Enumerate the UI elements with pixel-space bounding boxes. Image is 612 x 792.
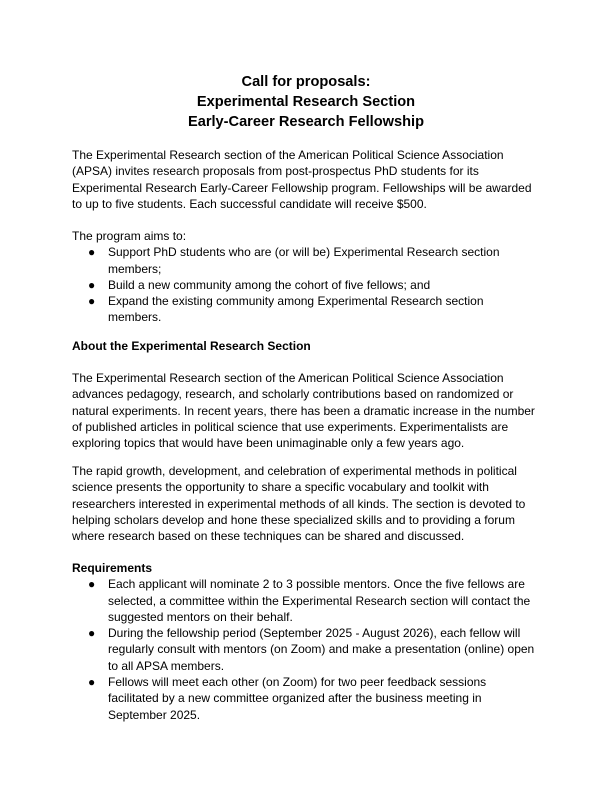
requirement-item-2: During the fellowship period (September 2025 - August 2026), each fellow will regularly consult with mentors (on Zoom) and make a presentation (online) open to all APSA members. bbox=[108, 626, 535, 673]
about-paragraph-2 bbox=[72, 463, 540, 544]
bullet-icon: ● bbox=[88, 626, 96, 641]
document-title bbox=[0, 72, 612, 132]
intro-text: The Experimental Research section of the American Political Science Association (APSA) invites research proposals from post-prospectus PhD students for its Experimental Research Early-Career Fellowship program. Fellowships will be awarded to up to five students. Each successful candidate will receive $500. bbox=[72, 148, 532, 211]
bullet-icon: ● bbox=[88, 277, 96, 292]
bullet-icon: ● bbox=[88, 675, 96, 690]
requirements-heading: Requirements bbox=[72, 561, 153, 575]
requirements-list bbox=[72, 576, 540, 723]
list-item bbox=[72, 576, 540, 625]
about-paragraph-1 bbox=[72, 370, 540, 451]
aims-list bbox=[72, 244, 540, 325]
list-item bbox=[72, 277, 540, 293]
requirements-section bbox=[72, 560, 540, 723]
aims-item-3: Expand the existing community among Experimental Research section members. bbox=[108, 294, 484, 325]
requirement-item-1: Each applicant will nominate 2 to 3 possible mentors. Once the five fellows are selected, a committee within the Experimental Research section will contact the suggested mentors on their behalf. bbox=[108, 577, 531, 624]
aims-item-1: Support PhD students who are (or will be) Experimental Research section members; bbox=[108, 245, 500, 276]
list-item bbox=[72, 674, 540, 723]
requirement-item-3: Fellows will meet each other (on Zoom) for two peer feedback sessions facilitated by a new committee organized after the business meeting in September 2025. bbox=[108, 675, 487, 722]
bullet-icon: ● bbox=[88, 245, 96, 260]
about-text-2: The rapid growth, development, and celebration of experimental methods in political science presents the opportunity to share a specific vocabulary and toolkit with researchers interested in experimental methods of all kinds. The section is devoted to helping scholars develop and hone these specialized skills and to providing a forum where research based on these techniques can be shared and discussed. bbox=[72, 464, 526, 544]
about-heading-block bbox=[72, 338, 540, 354]
title-line-2: Experimental Research Section bbox=[196, 94, 416, 110]
list-item bbox=[72, 244, 540, 277]
list-item bbox=[72, 625, 540, 674]
intro-paragraph bbox=[72, 147, 540, 212]
aims-lead: The program aims to: bbox=[72, 229, 187, 243]
aims-item-2: Build a new community among the cohort of five fellows; and bbox=[108, 277, 431, 292]
title-line-1: Call for proposals: bbox=[241, 74, 371, 90]
bullet-icon: ● bbox=[88, 577, 96, 592]
about-text-1: The Experimental Research section of the American Political Science Association advances pedagogy, research, and scholarly contributions based on randomized or natural experiments. In recent years, there has been a dramatic increase in the number of published articles in political science that use experiments. Experimentalists are exploring topics that would have been unimaginable only a few years ago. bbox=[72, 371, 535, 451]
aims-section bbox=[72, 228, 540, 326]
bullet-icon: ● bbox=[88, 294, 96, 309]
about-heading: About the Experimental Research Section bbox=[72, 339, 311, 353]
title-line-3: Early-Career Research Fellowship bbox=[187, 114, 425, 130]
list-item bbox=[72, 293, 540, 326]
